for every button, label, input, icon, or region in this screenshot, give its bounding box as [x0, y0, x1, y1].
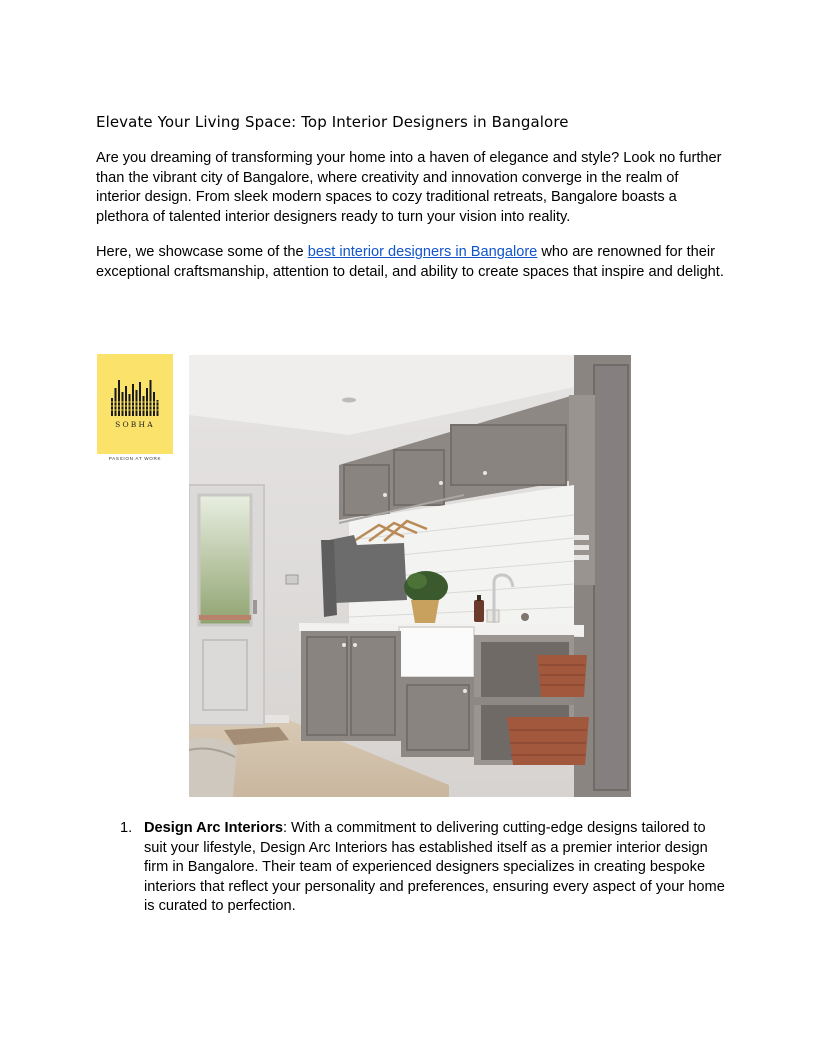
list-item — [96, 819, 726, 917]
logo-tagline: PASSION AT WORK — [108, 456, 162, 461]
logo-background — [97, 354, 173, 454]
designer-description: : With a commitment to delivering cutting-edge designs tailored to suit your lifestyle, Design Arc Interiors has established itself as a premier interior design firm in Bangalore. Their team of experienced designers specializes in creating bespoke interiors that reflect your personality and preferences, ensuring every aspect of your home is curated to perfection. — [144, 820, 725, 915]
showcase-text-after: who are renowned for their exceptional craftsmanship, attention to detail, and ability to create spaces that inspire and delight. — [96, 244, 724, 280]
showcase-text-before: Here, we showcase some of the — [96, 244, 308, 260]
document-title: Elevate Your Living Space: Top Interior Designers in Bangalore — [96, 113, 569, 131]
logo-bars-icon — [97, 354, 173, 420]
sobha-logo — [97, 354, 173, 461]
designers-list — [96, 819, 726, 917]
list-item-number: 1. — [120, 820, 133, 836]
best-designers-link[interactable]: best interior designers in Bangalore — [307, 244, 538, 260]
intro-paragraph: Are you dreaming of transforming your home into a haven of elegance and style? Look no further than the vibrant city of Bangalore, where creativity and innovation converge in the realm of interior design. From sleek modern spaces to cozy traditional retreats, Bangalore boasts a plethora of talented interior designers ready to turn your vision into reality. — [96, 150, 722, 225]
showcase-paragraph — [96, 243, 726, 282]
logo-wordmark: SOBHA — [115, 420, 155, 429]
designer-name: Design Arc Interiors — [144, 820, 283, 836]
laundry-room-photo — [189, 355, 631, 797]
